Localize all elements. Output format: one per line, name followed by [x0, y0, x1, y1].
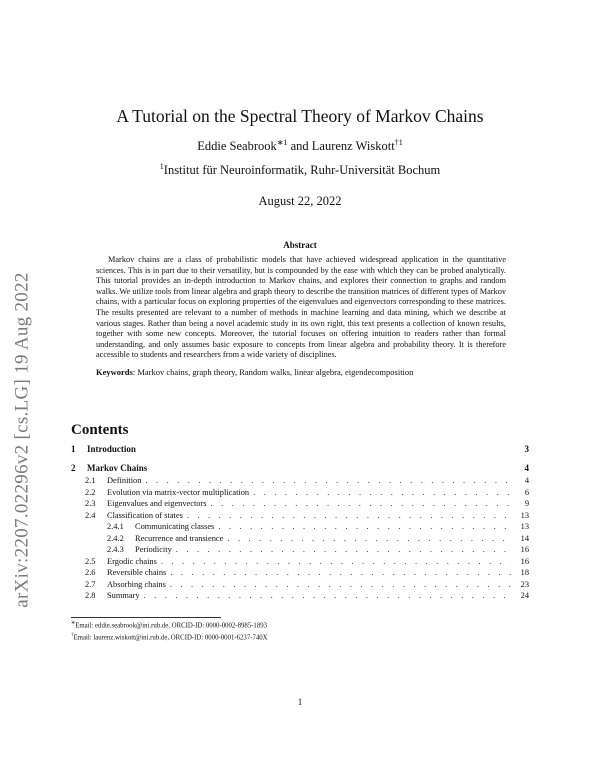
abstract-text: Markov chains are a class of probabilistic models that have achieved widespread application in the quantitative sciences. This is in part due to their versatility, but is compounded by the ease with which they can be probed analytically. This tutorial provides an in-depth introduction to Markov chains, and explores their connection to graphs and random walks. We utilize tools from linear algebra and graph theory to describe the transition matrices of different types of Markov chains, with a particular focus on exploring properties of the eigenvalues and eigenvectors corresponding to these matrices. The results presented are relevant to a number of methods in machine learning and data mining, which we describe at various stages. Rather than being a novel academic study in its own right, this text presents a collection of known results, together with some new concepts. Moreover, the tutorial focuses on offering intuition to readers rather than formal understanding, and only assumes basic exposure to concepts from linear algebra and probability theory. It is therefore accessible to students and researchers from a wide variety of disciplines. [96, 255, 506, 360]
toc-page: 4 [524, 463, 529, 473]
paper-date: August 22, 2022 [258, 194, 342, 208]
author-2-marks: †1 [394, 138, 403, 147]
toc-page: 4 [524, 476, 529, 485]
author-line [0, 138, 600, 154]
toc-page: 16 [520, 556, 529, 566]
author-conjunction: and [290, 139, 309, 154]
toc-entry-periodicity[interactable] [71, 545, 529, 557]
toc-number: 2.6 [85, 568, 96, 577]
toc-entry-classification[interactable] [71, 511, 529, 523]
keywords-label: Keywords [96, 367, 133, 377]
arxiv-identifier-text: arXiv:2207.02296v2 [cs.LG] 19 Aug 2022 [12, 272, 34, 608]
toc-title: Ergodic chains [107, 556, 157, 566]
toc-entry-definition[interactable] [71, 476, 529, 488]
toc-number: 2.1 [85, 476, 96, 485]
toc-page: 14 [520, 533, 529, 543]
footnotes [71, 619, 268, 644]
toc-title: Definition [107, 476, 142, 485]
toc-page: 18 [520, 568, 529, 577]
affiliation-text: Institut für Neuroinformatik, Ruhr-Universität Bochum [163, 163, 441, 178]
toc-entry-communicating-classes[interactable] [71, 522, 529, 534]
toc-title: Periodicity [135, 545, 172, 554]
footnote-mark: ∗ [71, 621, 76, 626]
toc-number: 2.3 [85, 499, 96, 508]
affiliation-mark: 1 [159, 162, 164, 171]
toc-title: Summary [107, 591, 140, 600]
toc-title: Reversible chains [107, 568, 167, 577]
arxiv-identifier [8, 200, 38, 680]
footnote-mark: † [71, 633, 74, 639]
paper-title: A Tutorial on the Spectral Theory of Markov Chains [116, 106, 484, 126]
toc-title: Recurrence and transience [135, 533, 224, 543]
toc-number: 2 [71, 463, 76, 473]
toc-entry-ergodic[interactable] [71, 557, 529, 569]
author-1-marks: ∗1 [276, 138, 288, 147]
toc-entry-markov-chains[interactable] [71, 463, 529, 476]
toc-page: 24 [520, 591, 529, 600]
toc-title: Markov Chains [87, 463, 148, 473]
footnote-1 [71, 619, 268, 631]
footnote-divider [71, 617, 221, 618]
keywords [96, 367, 413, 377]
toc-title: Eigenvalues and eigenvectors [107, 499, 207, 508]
toc-page: 6 [524, 487, 529, 497]
keywords-text: : Markov chains, graph theory, Random walks, linear algebra, eigendecomposition [132, 367, 414, 377]
toc-number: 2.8 [85, 591, 96, 600]
footnote-text: Email: eddie.seabrook@ini.rub.de, ORCID-ID: 0000-0002-8985-1893 [75, 622, 268, 630]
toc-number: 2.4.2 [107, 533, 124, 543]
toc-number: 2.4.1 [107, 522, 124, 531]
contents-heading: Contents [71, 422, 129, 438]
footnote-text: Email: laurenz.wiskott@ini.rub.de, ORCID-ID: 0000-0001-6237-740X [73, 634, 268, 642]
toc-entry-absorbing[interactable] [71, 580, 529, 592]
toc-title: Classification of states [107, 510, 183, 520]
page-number: 1 [297, 697, 303, 707]
toc-page: 13 [520, 510, 529, 520]
toc-page: 13 [520, 522, 529, 531]
footnote-2 [71, 631, 268, 643]
table-of-contents [71, 444, 529, 603]
toc-entry-introduction[interactable] [71, 444, 529, 457]
toc-number: 2.5 [85, 556, 96, 566]
toc-entry-summary[interactable] [71, 591, 529, 603]
toc-page: 23 [520, 579, 529, 589]
toc-page: 9 [524, 499, 529, 508]
toc-number: 2.4.3 [107, 545, 124, 554]
toc-number: 2.4 [85, 510, 96, 520]
toc-entry-evolution[interactable] [71, 488, 529, 500]
toc-title: Communicating classes [135, 522, 215, 531]
toc-title: Evolution via matrix-vector multiplication [107, 487, 250, 497]
toc-title: Introduction [87, 444, 136, 454]
toc-entry-reversible[interactable] [71, 568, 529, 580]
toc-entry-recurrence[interactable] [71, 534, 529, 546]
toc-title: Absorbing chains [107, 579, 166, 589]
affiliation [0, 162, 600, 178]
author-1: Eddie Seabrook [197, 139, 277, 154]
author-2: Laurenz Wiskott [311, 139, 395, 154]
toc-number: 2.2 [85, 487, 96, 497]
abstract-heading: Abstract [283, 240, 317, 250]
toc-number: 1 [71, 444, 76, 454]
toc-entry-eigenvalues[interactable] [71, 499, 529, 511]
toc-page: 16 [520, 545, 529, 554]
toc-page: 3 [524, 444, 529, 454]
toc-number: 2.7 [85, 579, 96, 589]
